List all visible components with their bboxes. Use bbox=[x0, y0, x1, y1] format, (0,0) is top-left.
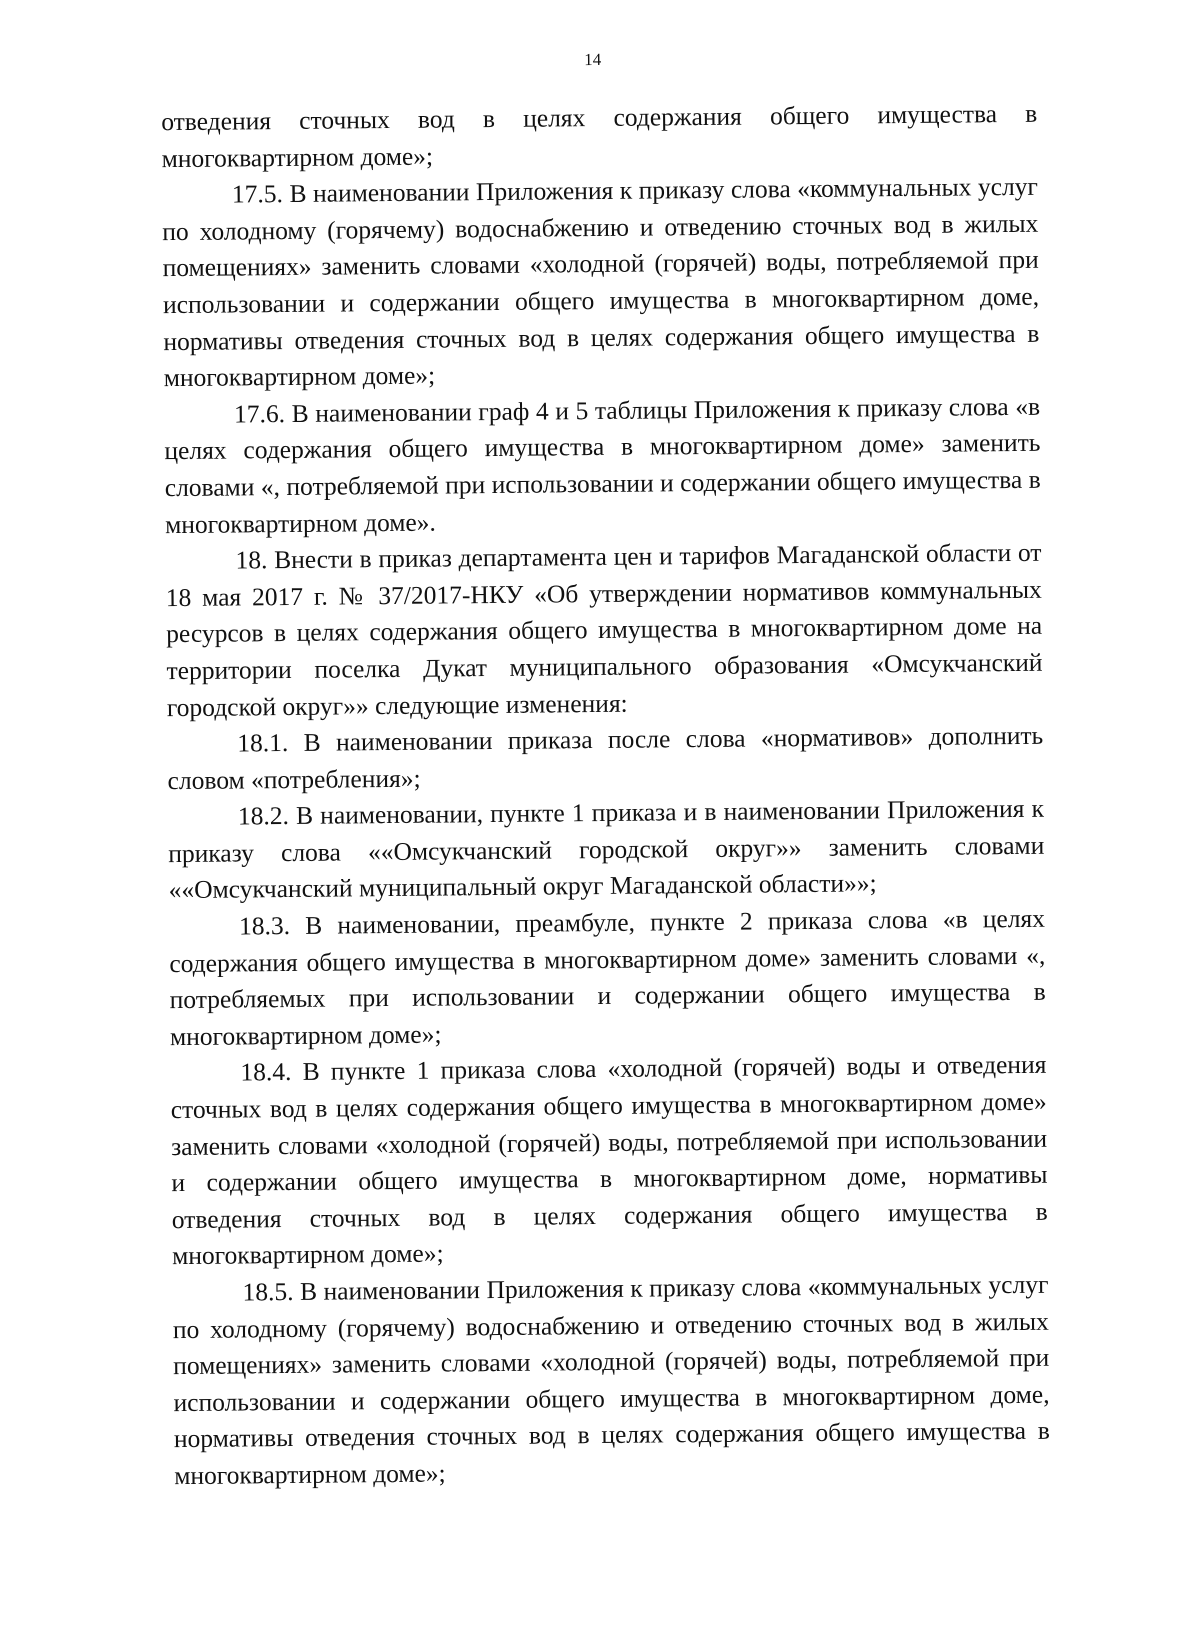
paragraph-18: 18. Внести в приказ департамента цен и тарифов Магаданской области от 18 мая 2017 г. № 37/2017-НКУ «Об утверждении нормативов коммунальных ресурсов в целях содержания общего имущества в многоквартирном доме на территории поселка Дукат муниципального образования «Омсукчанский городской округ»» следующие изменения: bbox=[165, 537, 1043, 722]
paragraph-18-3: 18.3. В наименовании, преамбуле, пункте 2 приказа слова «в целях содержания общего имущества в многоквартирном доме» заменить словами «, потребляемых при использовании и содержании общего имущества в многоквартирном доме»; bbox=[169, 903, 1046, 1051]
paragraph-18-1: 18.1. В наименовании приказа после слова «нормативов» дополнить словом «потребления»; bbox=[167, 720, 1044, 795]
paragraph-18-2: 18.2. В наименовании, пункте 1 приказа и в наименовании Приложения к приказу слова ««Омсукчанский городской округ»» заменить словами ««Омсукчанский муниципальный округ Магаданской области»»; bbox=[168, 794, 1045, 905]
document-body bbox=[161, 96, 1050, 1495]
paragraph-17-5: 17.5. В наименовании Приложения к приказу слова «коммунальных услуг по холодному (горячему) водоснабжению и отведению сточных вод в жилых помещениях» заменить словами «холодной (горячей) воды, потребляемой при использовании и содержании общего имущества в многоквартирном доме, нормативы отведения сточных вод в целях содержания общего имущества в многоквартирном доме»; bbox=[162, 171, 1040, 393]
paragraph-18-4: 18.4. В пункте 1 приказа слова «холодной (горячей) воды и отведения сточных вод в целях содержания общего имущества в многоквартирном доме» заменить словами «холодной (горячей) воды, потребляемой при использовании и содержании общего имущества в многоквартирном доме, нормативы отведения сточных вод в целях содержания общего имущества в многоквартирном доме»; bbox=[170, 1050, 1048, 1271]
paragraph-17-6: 17.6. В наименовании граф 4 и 5 таблицы Приложения к приказу слова «в целях содержания общего имущества в многоквартирном доме» заменить словами «, потребляемой при использовании и содержании общего имущества в многоквартирном доме». bbox=[164, 391, 1041, 539]
paragraph-continuation: отведения сточных вод в целях содержания общего имущества в многоквартирном доме»; bbox=[161, 98, 1038, 173]
page-number: 14 bbox=[584, 49, 602, 70]
paragraph-18-5: 18.5. В наименовании Приложения к приказу слова «коммунальных услуг по холодному (горячему) водоснабжению и отведению сточных вод в жилых помещениях» заменить словами «холодной (горячей) воды, потребляемой при использовании и содержании общего имущества в многоквартирном доме, нормативы отведения сточных вод в целях содержания общего имущества в многоквартирном доме»; bbox=[172, 1269, 1051, 1491]
